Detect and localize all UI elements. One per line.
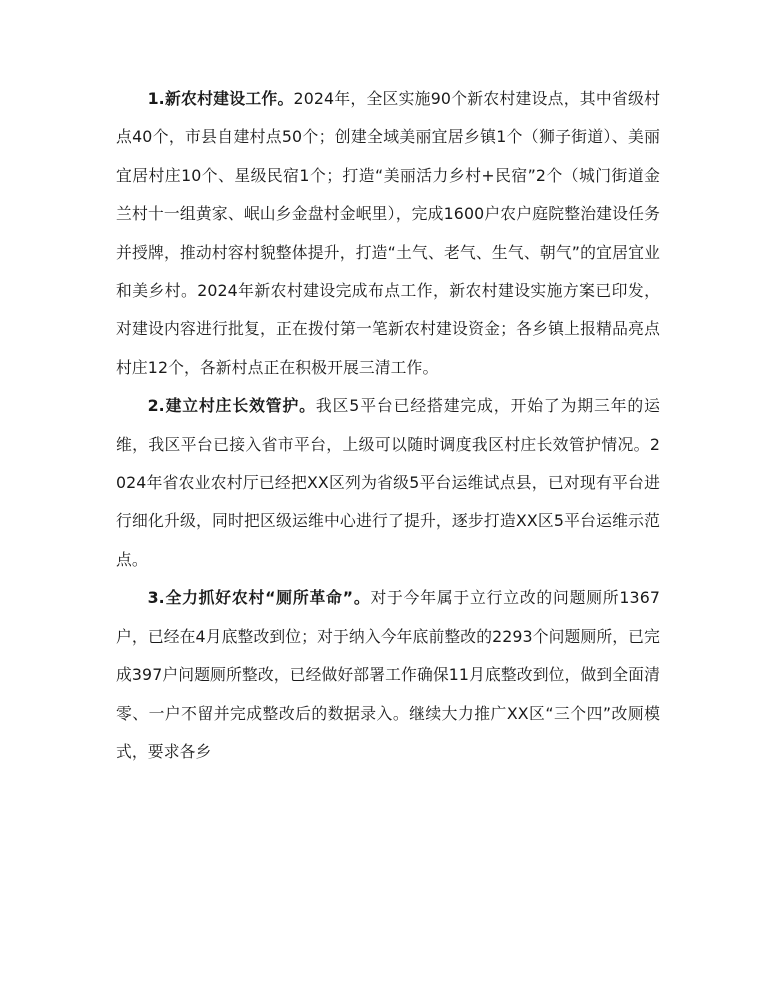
paragraph-toilet-revolution	[116, 579, 660, 771]
paragraph-lead-heading: 3.全力抓好农村“厕所革命”。	[147, 588, 371, 608]
paragraph-new-village-construction	[116, 80, 660, 387]
document-body	[116, 80, 660, 771]
paragraph-village-maintenance	[116, 387, 660, 579]
paragraph-lead-heading: 2.建立村庄长效管护。	[147, 396, 316, 416]
paragraph-text: 我区5平台已经搭建完成，开始了为期三年的运维，我区平台已接入省市平台，上级可以随时调度我区村庄长效管护情况。2024年省农业农村厅已经把XX区列为省级5平台运维试点县，已对现有平台进行细化升级，同时把区级运维中心进行了提升，逐步打造XX区5平台运维示范点。	[116, 396, 660, 569]
paragraph-text: 对于今年属于立行立改的问题厕所1367户，已经在4月底整改到位；对于纳入今年底前整改的2293个问题厕所，已完成397户问题厕所整改，已经做好部署工作确保11月底整改到位，做到全面清零、一户不留并完成整改后的数据录入。继续大力推广XX区“三个四”改厕模式，要求各乡	[116, 588, 660, 761]
paragraph-lead-heading: 1.新农村建设工作。	[147, 89, 294, 108]
paragraph-text: 2024年，全区实施90个新农村建设点，其中省级村点40个，市县自建村点50个；创建全域美丽宜居乡镇1个（狮子街道）、美丽宜居村庄10个、星级民宿1个；打造“美丽活力乡村+民宿”2个（城门街道金兰村十一组黄家、岷山乡金盘村金岷里），完成1600户农户庭院整治建设任务并授牌，推动村容村貌整体提升，打造“土气、老气、生气、朝气”的宜居宜业和美乡村。2024年新农村建设完成布点工作，新农村建设实施方案已印发，对建设内容进行批复，正在拨付第一笔新农村建设资金；各乡镇上报精品亮点村庄12个，各新村点正在积极开展三清工作。	[116, 89, 660, 377]
